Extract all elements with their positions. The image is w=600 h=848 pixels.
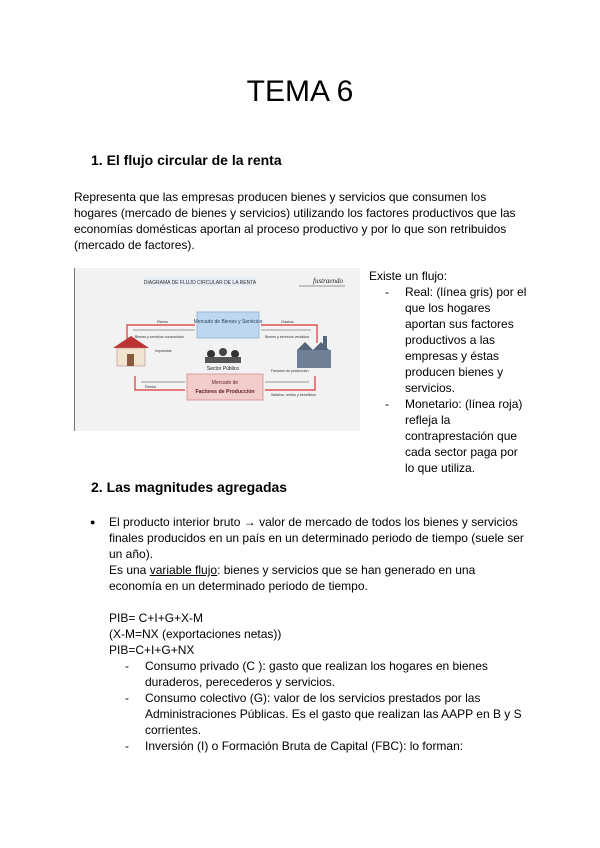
list-item-text: Consumo colectivo (G): valor de los servicios prestados por las Administraciones Públicas. Es el gasto que realizan las AAPP en B y S corrientes. [145, 691, 522, 737]
factor-market-box [187, 374, 263, 400]
formula-pib-2: PIB=C+I+G+NX [109, 643, 195, 657]
public-sector-label: Sector Público [206, 366, 240, 372]
flow-intro: Existe un flujo: [369, 269, 448, 283]
flow-real-dash: - [385, 285, 389, 299]
goods-market-box [197, 312, 259, 338]
label-bienes-vendidos: Bienes y servicios vendidos [265, 335, 310, 339]
variable-flujo-link[interactable]: variable flujo [149, 563, 218, 577]
factor-market-label-2: Factores de Producción [195, 389, 255, 395]
list-item-dash: - [125, 691, 129, 705]
label-bienes-consumidos: Bienes y servicios consumidos [135, 335, 184, 339]
pib-definition: El producto interior bruto → valor de mercado de todos los bienes y servicios finales producidos en un país en un determinado periodo de tiempo (suele ser un año). [109, 515, 524, 561]
formula-pib-1: PIB= C+I+G+X-M [109, 611, 204, 625]
section-2-heading: 2. Las magnitudes agregadas [91, 479, 288, 495]
flow-monetary-item [369, 396, 529, 476]
flow-monetary-text: Monetario: (línea roja) refleja la contraprestación que cada sector paga por lo que utiliza. [405, 397, 523, 475]
variable-flujo-line [109, 562, 529, 594]
list-item-text: Inversión (I) o Formación Bruta de Capital (FBC): lo forman: [145, 739, 464, 753]
label-renta-bottom: Renta [145, 384, 156, 389]
diagram-svg [75, 268, 360, 431]
goods-market-label: Mercado de Bienes y Servicios [193, 319, 263, 325]
list-item [109, 658, 529, 690]
circular-flow-diagram [74, 268, 360, 431]
list-item-text: Consumo privado (C ): gasto que realizan los hogares en bienes duraderos, perecederos y servicios. [145, 659, 488, 689]
public-sector-icon [205, 348, 241, 363]
factor-market-label-1: Mercado de [211, 380, 239, 386]
label-gastos: Gastos [281, 319, 294, 324]
page-title: TEMA 6 [246, 75, 354, 108]
section-1-heading: 1. El flujo circular de la renta [91, 152, 282, 168]
diagram-header: DIAGRAMA DE FLUJO CIRCULAR DE LA RENTA [143, 280, 257, 286]
list-item [109, 690, 529, 738]
diagram-brand: fustraendo [313, 277, 343, 285]
label-factores: Factores de producción [271, 369, 309, 373]
list-item [109, 738, 529, 754]
bullet-icon: ● [90, 517, 96, 527]
label-renta-top: Renta [157, 319, 168, 324]
formula-nx: (X-M=NX (exportaciones netas)) [109, 627, 282, 641]
label-salarios: Salarios, rentas y beneficios [271, 393, 316, 397]
flow-real-text: Real: (línea gris) por el que los hogares aportan sus factores productivos a las empresas y éstas producen bienes y servicios. [405, 285, 527, 395]
section-1-paragraph: Representa que las empresas producen bienes y servicios que consumen los hogares (mercado de bienes y servicios) utilizando los factores productivos que las economías domésticas aportan al proceso productivo y por lo que son retribuidos (mercado de factores). [74, 190, 516, 252]
flow-real-item [369, 284, 529, 396]
var-prefix: Es una [109, 563, 150, 577]
flow-monetary-dash: - [385, 397, 389, 411]
list-item-dash: - [125, 659, 129, 673]
label-impuestos: Impuestos [155, 349, 172, 353]
flow-explanation [369, 268, 529, 476]
list-item-dash: - [125, 739, 129, 753]
pib-bullet [90, 514, 530, 594]
var-suffix: : bienes y servicios que se han generado en una economía en un determinado periodo de tiempo. [109, 563, 476, 593]
